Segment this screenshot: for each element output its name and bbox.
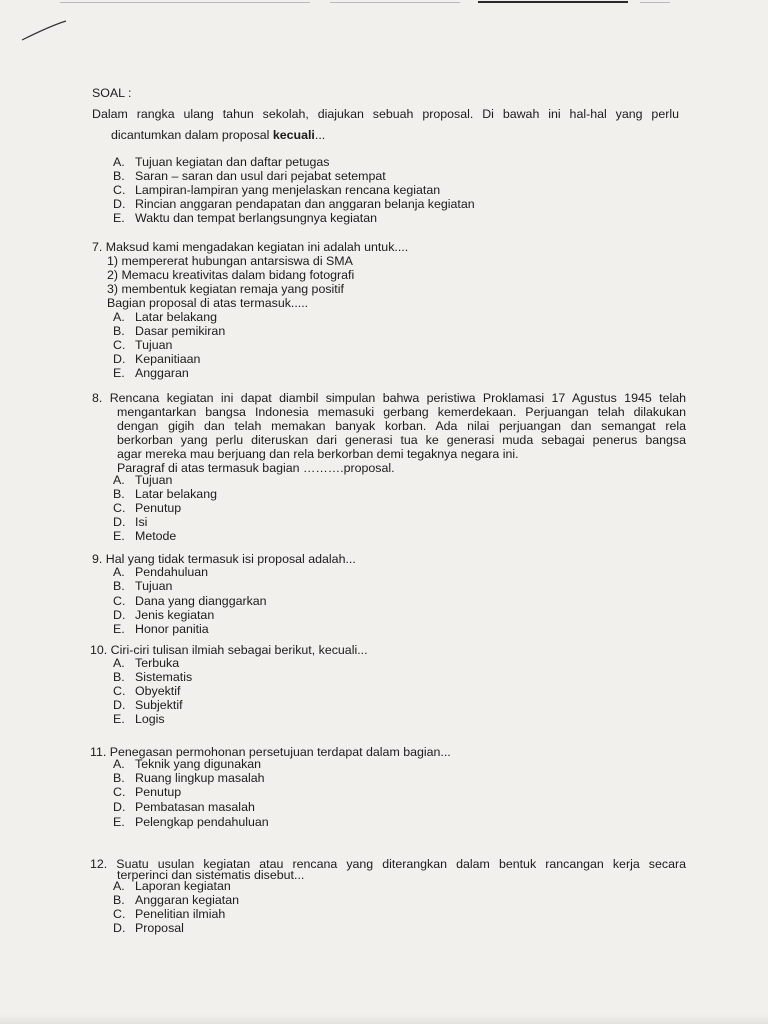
option-letter: B. — [113, 324, 125, 338]
option-letter: D. — [113, 608, 126, 622]
option-item — [113, 338, 172, 352]
option-letter: A. — [113, 879, 125, 893]
option-text: Tujuan kegiatan dan daftar petugas — [135, 155, 330, 169]
question-8-line: agar mereka mau berjuang dan rela berkorban demi tegaknya negara ini. — [117, 447, 519, 461]
option-item — [113, 907, 225, 921]
option-item — [113, 310, 217, 324]
option-letter: E. — [113, 815, 125, 829]
option-text: Latar belakang — [135, 310, 217, 324]
option-item — [113, 211, 377, 225]
option-letter: E. — [113, 211, 125, 225]
question-8-line: berkorban yang perlu diteruskan dari generasi tua ke generasi muda sebagai penerus bangsa — [117, 433, 686, 447]
option-text: Dana yang dianggarkan — [135, 594, 267, 608]
option-text: Waktu dan tempat berlangsungnya kegiatan — [135, 211, 378, 225]
option-text: Isi — [135, 515, 148, 529]
q7-point: 3) membentuk kegiatan remaja yang positif — [107, 282, 344, 296]
intro-question-line2 — [111, 128, 325, 142]
option-item — [113, 473, 172, 487]
option-item — [113, 501, 181, 515]
q7-point: 1) mempererat hubungan antarsiswa di SMA — [107, 254, 353, 268]
dark-rule — [478, 1, 628, 3]
option-text: Ruang lingkup masalah — [135, 771, 265, 785]
option-letter: C. — [113, 785, 126, 799]
option-item — [113, 565, 208, 579]
option-text: Pembatasan masalah — [135, 800, 255, 814]
option-letter: A. — [113, 656, 125, 670]
option-item — [113, 579, 172, 593]
option-text: Anggaran kegiatan — [135, 893, 240, 907]
option-letter: C. — [113, 594, 126, 608]
option-text: Subjektif — [135, 698, 183, 712]
option-item — [113, 529, 176, 543]
option-letter: D. — [113, 800, 126, 814]
option-text: Latar belakang — [135, 487, 217, 501]
pen-mark-icon — [20, 18, 70, 44]
option-item — [113, 352, 200, 366]
option-item — [113, 879, 231, 893]
option-text: Pendahuluan — [135, 565, 209, 579]
page-bottom-shadow — [0, 1014, 768, 1024]
option-item — [113, 893, 239, 907]
option-item — [113, 684, 180, 698]
option-letter: B. — [113, 771, 125, 785]
question-12-line1: 12. Suatu usulan kegiatan atau rencana yang diterangkan dalam bentuk rancangan kerja secara — [90, 857, 686, 871]
option-letter: C. — [113, 907, 126, 921]
option-text: Logis — [135, 712, 165, 726]
option-item — [113, 487, 217, 501]
option-text: Metode — [135, 529, 177, 543]
option-text: Anggaran — [135, 366, 189, 380]
option-item — [113, 366, 189, 380]
option-letter: B. — [113, 169, 125, 183]
option-item — [113, 921, 184, 935]
option-letter: C. — [113, 183, 126, 197]
option-letter: B. — [113, 893, 125, 907]
option-letter: A. — [113, 155, 125, 169]
option-letter: B. — [113, 579, 125, 593]
option-item — [113, 594, 267, 608]
option-text: Lampiran-lampiran yang menjelaskan rencana kegiatan — [135, 183, 441, 197]
option-letter: E. — [113, 712, 125, 726]
option-letter: C. — [113, 501, 126, 515]
option-item — [113, 670, 192, 684]
option-item — [113, 608, 214, 622]
option-item — [113, 712, 165, 726]
option-text: Pelengkap pendahuluan — [135, 815, 269, 829]
intro-ellipsis: ... — [314, 128, 326, 142]
option-item — [113, 515, 147, 529]
option-text: Tujuan — [135, 473, 173, 487]
option-item — [113, 324, 225, 338]
q8-prompt: Paragraf di atas termasuk bagian ……….proposal. — [117, 461, 395, 475]
option-letter: D. — [113, 921, 126, 935]
intro-question-line1: Dalam rangka ulang tahun sekolah, diajukan sebuah proposal. Di bawah ini hal-hal yang perlu — [92, 107, 679, 121]
option-letter: A. — [113, 757, 125, 771]
option-text: Penutup — [135, 501, 182, 515]
option-text: Kepanitiaan — [135, 352, 201, 366]
option-text: Tujuan — [135, 579, 173, 593]
option-letter: D. — [113, 352, 126, 366]
option-text: Dasar pemikiran — [135, 324, 226, 338]
top-edge-lines — [0, 0, 768, 6]
option-item — [113, 169, 386, 183]
option-item — [113, 757, 261, 771]
question-9: 9. Hal yang tidak termasuk isi proposal adalah... — [92, 552, 356, 566]
option-letter: A. — [113, 565, 125, 579]
question-10: 10. Ciri-ciri tulisan ilmiah sebagai berikut, kecuali... — [90, 643, 368, 657]
option-text: Penelitian ilmiah — [135, 907, 226, 921]
option-text: Tujuan — [135, 338, 173, 352]
option-text: Sistematis — [135, 670, 193, 684]
option-text: Laporan kegiatan — [135, 879, 231, 893]
option-letter: E. — [113, 366, 125, 380]
option-item — [113, 815, 269, 829]
option-text: Proposal — [135, 921, 184, 935]
question-8-line: mengantarkan bangsa Indonesia memasuki gerbang kemerdekaan. Perjuangan telah dilakukan — [117, 405, 686, 419]
option-item — [113, 656, 179, 670]
option-letter: D. — [113, 698, 126, 712]
option-text: Honor panitia — [135, 622, 209, 636]
option-letter: E. — [113, 529, 125, 543]
option-letter: E. — [113, 622, 125, 636]
q7-prompt: Bagian proposal di atas termasuk..... — [107, 296, 309, 310]
intro-bold-word: kecuali — [272, 128, 315, 142]
question-8-line: dengan gigih dan telah memakan banyak korban. Ada nilai perjuangan dan semangat rela — [117, 419, 686, 433]
faint-rule — [330, 2, 460, 3]
option-item — [113, 698, 183, 712]
option-item — [113, 771, 265, 785]
question-11: 11. Penegasan permohonan persetujuan terdapat dalam bagian... — [90, 745, 451, 759]
faint-rule — [60, 2, 310, 3]
option-text: Saran – saran dan usul dari pejabat setempat — [135, 169, 386, 183]
option-text: Rincian anggaran pendapatan dan anggaran belanja kegiatan — [135, 197, 475, 211]
option-item — [113, 622, 209, 636]
option-letter: C. — [113, 684, 126, 698]
option-text: Obyektif — [135, 684, 181, 698]
option-letter: A. — [113, 473, 125, 487]
option-letter: C. — [113, 338, 126, 352]
option-text: Jenis kegiatan — [135, 608, 215, 622]
option-letter: D. — [113, 515, 126, 529]
option-text: Teknik yang digunakan — [135, 757, 262, 771]
option-letter: B. — [113, 670, 125, 684]
option-letter: B. — [113, 487, 125, 501]
q7-point: 2) Memacu kreativitas dalam bidang fotografi — [107, 268, 355, 282]
option-item — [113, 800, 255, 814]
section-header: SOAL : — [92, 86, 132, 100]
faint-rule — [640, 2, 670, 3]
option-text: Terbuka — [135, 656, 180, 670]
option-text: Penutup — [135, 785, 182, 799]
option-letter: A. — [113, 310, 125, 324]
intro-text: dicantumkan dalam proposal — [111, 128, 273, 142]
question-8-line: 8. Rencana kegiatan ini dapat diambil simpulan bahwa peristiwa Proklamasi 17 Agustus 1945 telah — [92, 391, 686, 405]
option-item — [113, 197, 475, 211]
option-item — [113, 183, 440, 197]
option-item — [113, 785, 181, 799]
option-item — [113, 155, 330, 169]
question-12-line2: terperinci dan sistematis disebut... — [117, 868, 305, 882]
option-letter: D. — [113, 197, 126, 211]
question-7: 7. Maksud kami mengadakan kegiatan ini adalah untuk.... — [92, 240, 409, 254]
